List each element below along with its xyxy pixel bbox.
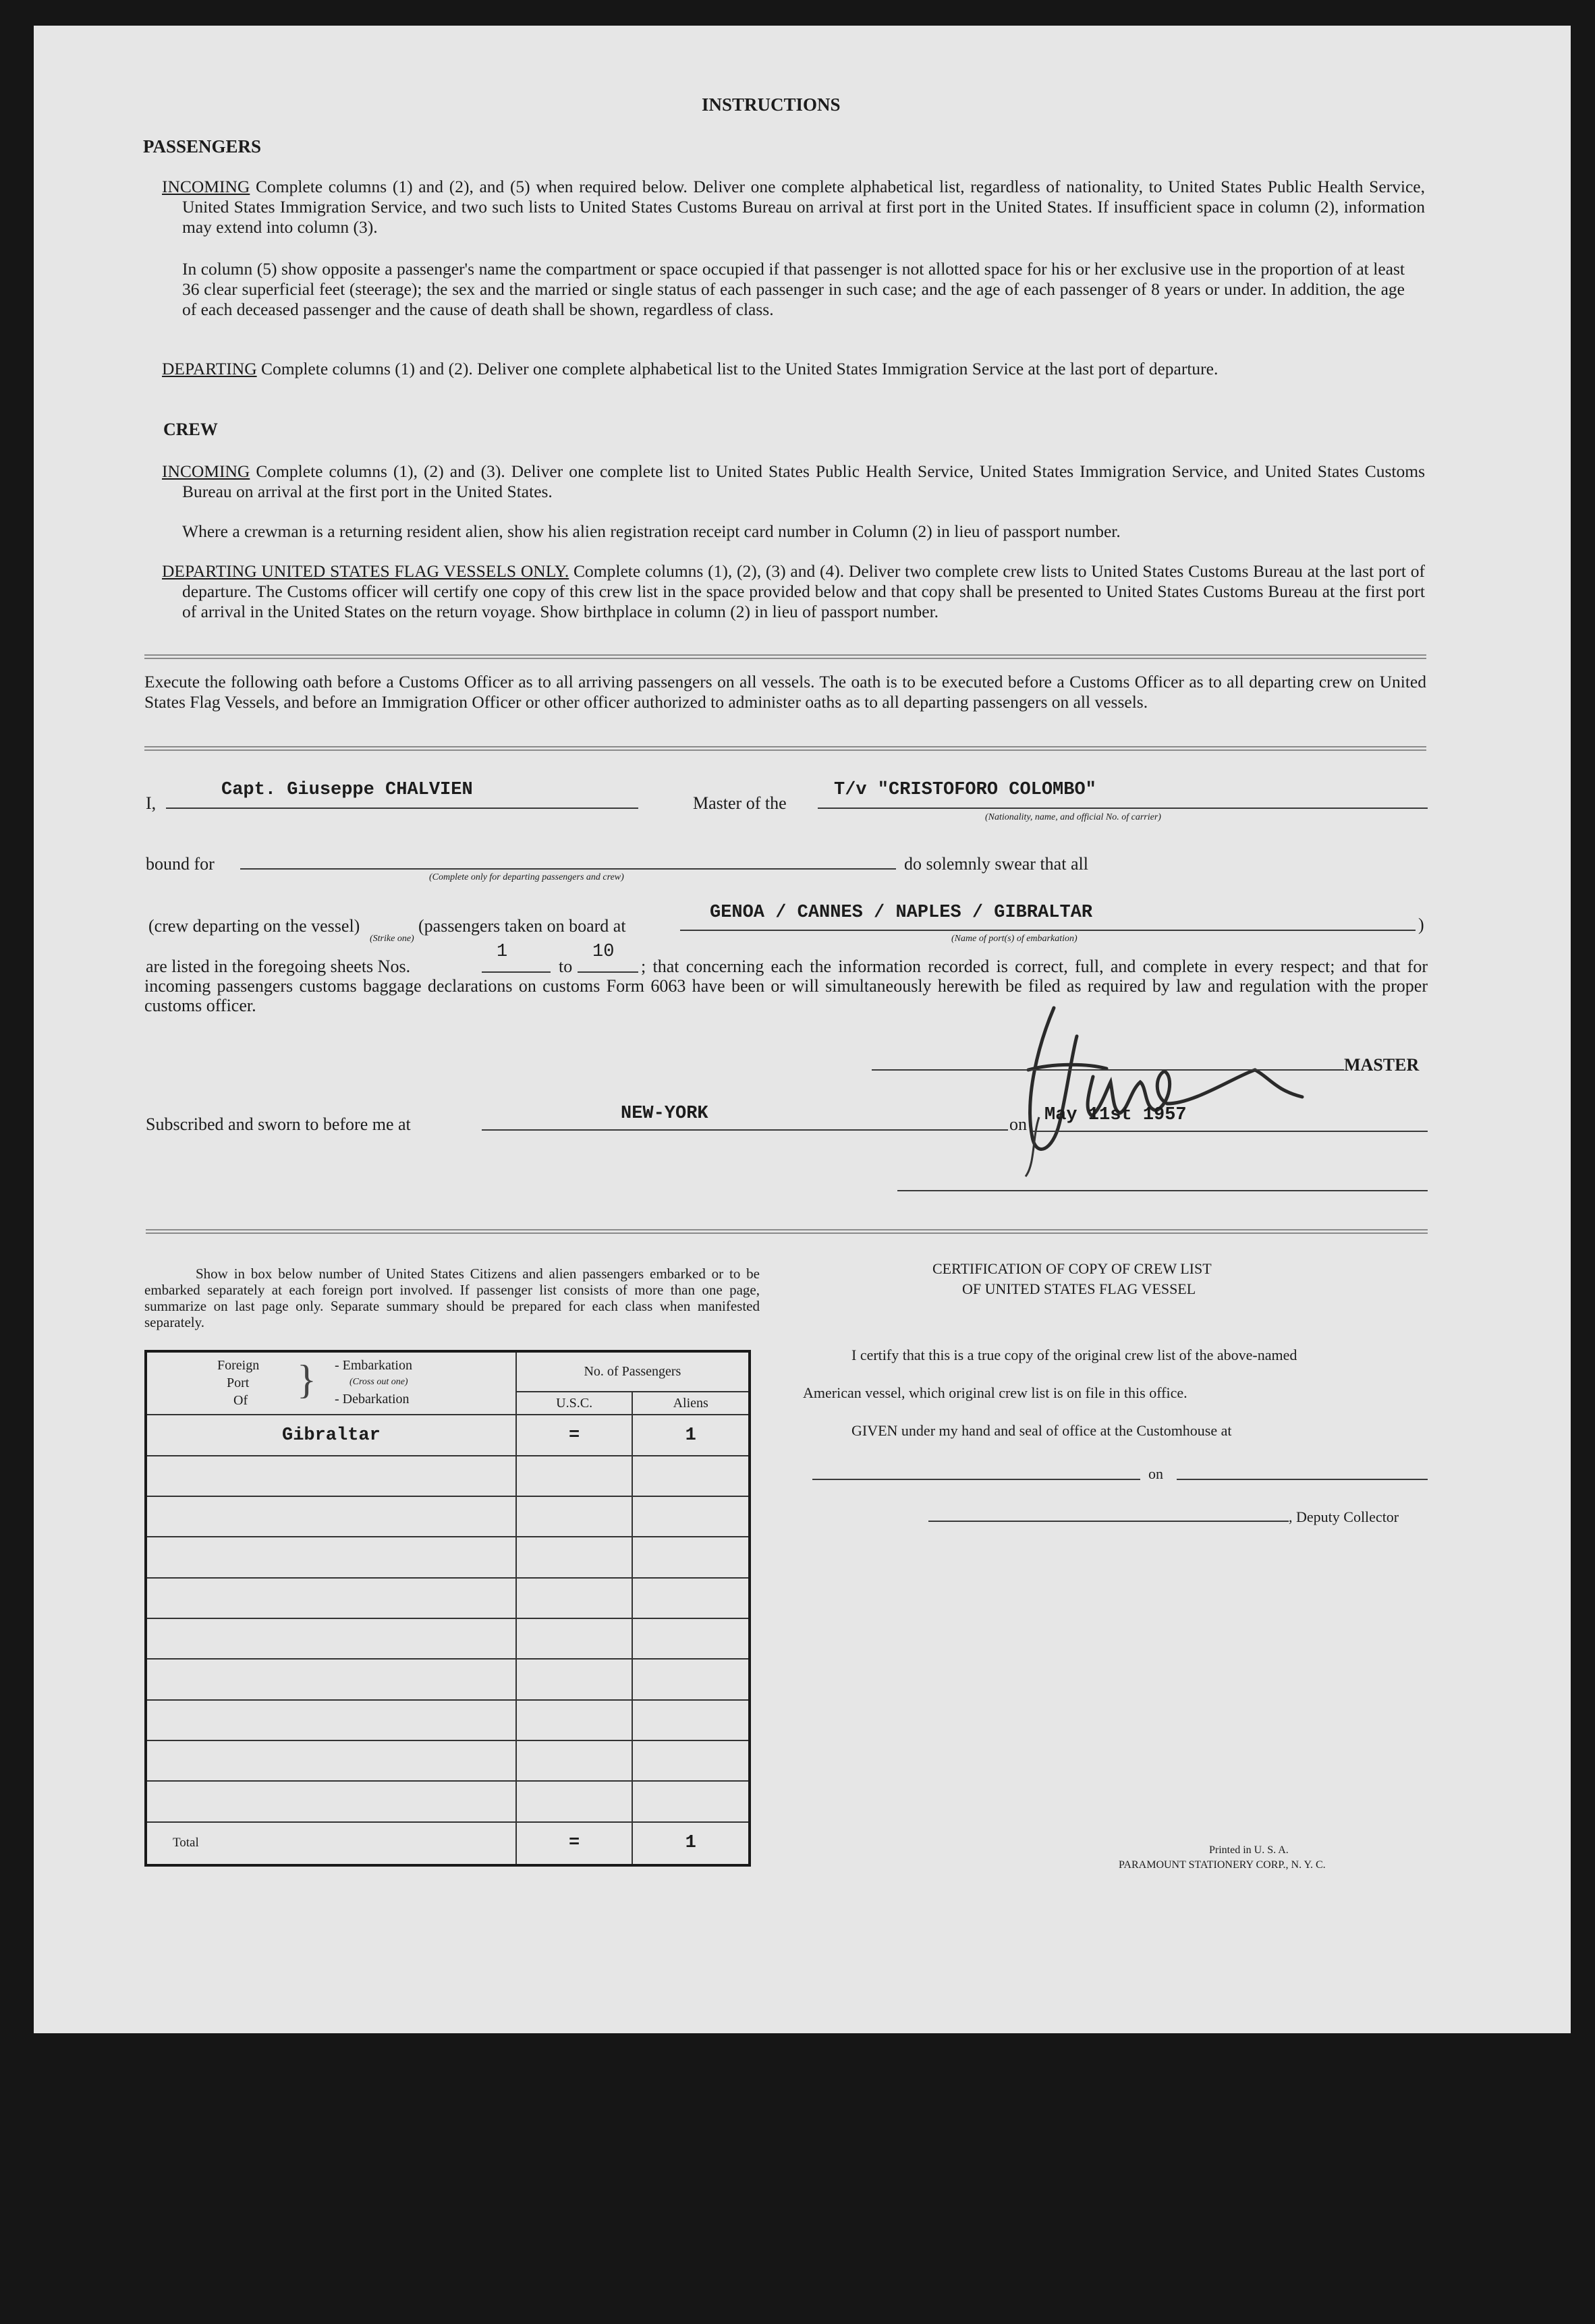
brace-icon: } [297, 1357, 316, 1402]
strike-one-caption: (Strike one) [370, 934, 414, 944]
to-label: to [559, 957, 573, 976]
row-port [146, 1781, 516, 1821]
crew-incoming-paragraph [162, 461, 1425, 502]
sheet-from: 1 [497, 942, 508, 962]
crew-incoming-label: INCOMING [162, 461, 250, 481]
master-of-label: Master of the [693, 793, 787, 813]
oath-i-label: I, [146, 793, 157, 813]
column5-paragraph: In column (5) show opposite a passenger's name the compartment or space occupied if that passenger is not allotted space for his or her exclusive use in the proportion of at least 36 clear superficial feet (steerage); the sex and the married or single status of each passenger in such case; and the age of each passenger of 8 years or under. In addition, the age of each deceased passenger and the cause of death shall be shown, regardless of class. [182, 259, 1405, 319]
row-usc [516, 1618, 633, 1659]
sheet-to: 10 [592, 942, 615, 962]
total-usc: = [516, 1822, 633, 1865]
ports-value: GENOA / CANNES / NAPLES / GIBRALTAR [710, 903, 1093, 923]
instructions-title: INSTRUCTIONS [702, 94, 841, 115]
passengers-incoming-paragraph [162, 177, 1425, 237]
table-row [146, 1537, 750, 1577]
passengers-heading: PASSENGERS [143, 136, 262, 157]
ports-caption: (Name of port(s) of embarkation) [951, 934, 1078, 944]
ports-line [680, 930, 1416, 931]
customhouse-line [812, 1479, 1140, 1480]
passengers-incoming-label: INCOMING [162, 177, 250, 196]
departing-us-paragraph [162, 561, 1425, 622]
bound-caption: (Complete only for departing passengers and crew) [429, 872, 624, 882]
divider [144, 654, 1426, 659]
vessel-name: T/v "CRISTOFORO COLOMBO" [834, 780, 1096, 800]
row-usc [516, 1659, 633, 1699]
row-aliens [632, 1700, 750, 1740]
sworn-on-label: on [1009, 1114, 1027, 1134]
no-passengers-header: No. of Passengers [516, 1351, 750, 1392]
row-usc [516, 1740, 633, 1781]
deputy-collector-line [928, 1521, 1289, 1522]
row-port [146, 1578, 516, 1618]
table-row [146, 1781, 750, 1821]
summary-note: Show in box below number of United States Citizens and alien passengers embarked or to be embarked separately at each foreign port involved. If passenger list consists of more than one page, summarize on last page only. Separate summary should be prepared for each class when manifested separately. [144, 1266, 760, 1330]
usc-header: U.S.C. [516, 1392, 633, 1415]
oath-intro: Execute the following oath before a Customs Officer as to all arriving passengers on all vessels. The oath is to be executed before a Customs Officer as to all departing crew on United States Flag Vessels, and before an Immigration Officer or other officer authorized to administer oaths as to all departing passengers on all vessels. [144, 672, 1426, 712]
row-port [146, 1740, 516, 1781]
row-port [146, 1700, 516, 1740]
certification-title-line1: CERTIFICATION OF COPY OF CREW LIST [932, 1260, 1212, 1277]
row-port [146, 1537, 516, 1577]
row-aliens [632, 1537, 750, 1577]
row-port [146, 1496, 516, 1537]
master-name-line [166, 807, 638, 809]
row-aliens [632, 1740, 750, 1781]
passengers-departing-paragraph [162, 359, 1425, 379]
header-embarkation: - Embarkation [335, 1358, 412, 1373]
subscribed-label: Subscribed and sworn to before me at [146, 1114, 411, 1134]
row-usc [516, 1781, 633, 1821]
port-header [146, 1351, 516, 1415]
row-aliens [632, 1456, 750, 1496]
crewman-paragraph: Where a crewman is a returning resident alien, show his alien registration receipt card number in Column (2) in lieu of passport number. [182, 521, 1121, 541]
divider [144, 746, 1426, 751]
row-usc [516, 1700, 633, 1740]
row-aliens [632, 1618, 750, 1659]
row-aliens: 1 [632, 1415, 750, 1455]
printer-line2: PARAMOUNT STATIONERY CORP., N. Y. C. [1119, 1859, 1326, 1871]
departing-us-text: Complete columns (1), (2), (3) and (4). Deliver two complete crew lists to United States Customs Bureau at the last port of departure. The Customs officer will certify one copy of this crew list in the space provided below and that copy shall be presented to United States Customs Bureau at the first port of arrival in the United States on the return voyage. Show birthplace in column (2) in lieu of passport number. [182, 561, 1425, 621]
passengers-departing-label: DEPARTING [162, 359, 257, 378]
row-aliens [632, 1659, 750, 1699]
sworn-date: May 11st 1957 [1044, 1105, 1187, 1125]
officer-signature-line [897, 1190, 1428, 1191]
passengers-boarded-text: (passengers taken on board at [418, 916, 626, 936]
certification-date-line [1177, 1479, 1428, 1480]
certification-line3: GIVEN under my hand and seal of office at the Customhouse at [851, 1422, 1232, 1439]
row-aliens [632, 1496, 750, 1537]
certification-line2: American vessel, which original crew list is on file in this office. [803, 1384, 1187, 1401]
vessel-caption: (Nationality, name, and official No. of carrier) [985, 812, 1161, 822]
table-row [146, 1496, 750, 1537]
table-row [146, 1415, 750, 1455]
sheets-text: are listed in the foregoing sheets Nos. [146, 957, 411, 976]
header-cross-out: (Cross out one) [349, 1377, 408, 1387]
passenger-summary-table [144, 1350, 751, 1867]
master-name: Capt. Giuseppe CHALVIEN [221, 780, 473, 800]
sworn-place: NEW-YORK [621, 1104, 708, 1124]
certification-title-line2: OF UNITED STATES FLAG VESSEL [962, 1280, 1196, 1297]
master-signature [1012, 996, 1376, 1178]
sworn-date-line [1032, 1131, 1428, 1132]
table-row [146, 1456, 750, 1496]
row-aliens [632, 1578, 750, 1618]
bound-for-label: bound for [146, 854, 215, 874]
aliens-header: Aliens [632, 1392, 750, 1415]
statement-rest: ; that concerning each the information recorded is correct, full, and complete in every respect; and that for incoming passengers customs baggage declarations on customs Form 6063 have been or will simultaneously herewith be filed as required by law and regulation with the proper customs officer. [144, 957, 1428, 1015]
printer-line1: Printed in U. S. A. [1209, 1844, 1289, 1856]
crew-heading: CREW [163, 420, 218, 439]
passengers-incoming-text: Complete columns (1) and (2), and (5) when required below. Deliver one complete alphabetical list, regardless of nationality, to United States Public Health Service, United States Immigration Service, and two such lists to United States Customs Bureau on arrival at first port in the United States. If insufficient space in column (2), information may extend into column (3). [182, 177, 1425, 237]
deputy-collector-label: , Deputy Collector [1289, 1508, 1399, 1525]
bound-for-line [240, 868, 896, 870]
crew-departing-text: (crew departing on the vessel) [148, 916, 360, 936]
total-aliens: 1 [632, 1822, 750, 1865]
table-row [146, 1578, 750, 1618]
row-port: Gibraltar [146, 1415, 516, 1455]
crew-incoming-text: Complete columns (1), (2) and (3). Deliver one complete list to United States Public Health Service, United States Immigration Service, and United States Customs Bureau on arrival at the first port in the United States. [182, 461, 1425, 501]
row-aliens [632, 1781, 750, 1821]
close-paren: ) [1418, 915, 1424, 934]
certification-on-label: on [1148, 1465, 1163, 1482]
master-signature-line [872, 1069, 1344, 1071]
table-row [146, 1740, 750, 1781]
header-foreign: Foreign [217, 1358, 260, 1373]
row-port [146, 1456, 516, 1496]
master-label: MASTER [1344, 1055, 1420, 1075]
table-row [146, 1659, 750, 1699]
header-port: Port [227, 1376, 250, 1390]
table-row [146, 1618, 750, 1659]
table-row [146, 1700, 750, 1740]
row-usc [516, 1496, 633, 1537]
row-usc: = [516, 1415, 633, 1455]
departing-us-label: DEPARTING UNITED STATES FLAG VESSELS ONLY. [162, 561, 569, 581]
row-port [146, 1659, 516, 1699]
header-of: Of [233, 1393, 248, 1408]
divider [146, 1229, 1428, 1234]
passengers-departing-text: Complete columns (1) and (2). Deliver one complete alphabetical list to the United States Immigration Service at the last port of departure. [256, 359, 1219, 378]
header-debarkation: - Debarkation [335, 1392, 410, 1407]
vessel-line [818, 807, 1428, 809]
total-label: Total [146, 1822, 516, 1865]
row-usc [516, 1537, 633, 1577]
row-usc [516, 1456, 633, 1496]
swear-text: do solemnly swear that all [904, 854, 1088, 874]
row-usc [516, 1578, 633, 1618]
row-port [146, 1618, 516, 1659]
sworn-place-line [482, 1129, 1008, 1131]
certification-line1: I certify that this is a true copy of the original crew list of the above-named [851, 1347, 1297, 1363]
